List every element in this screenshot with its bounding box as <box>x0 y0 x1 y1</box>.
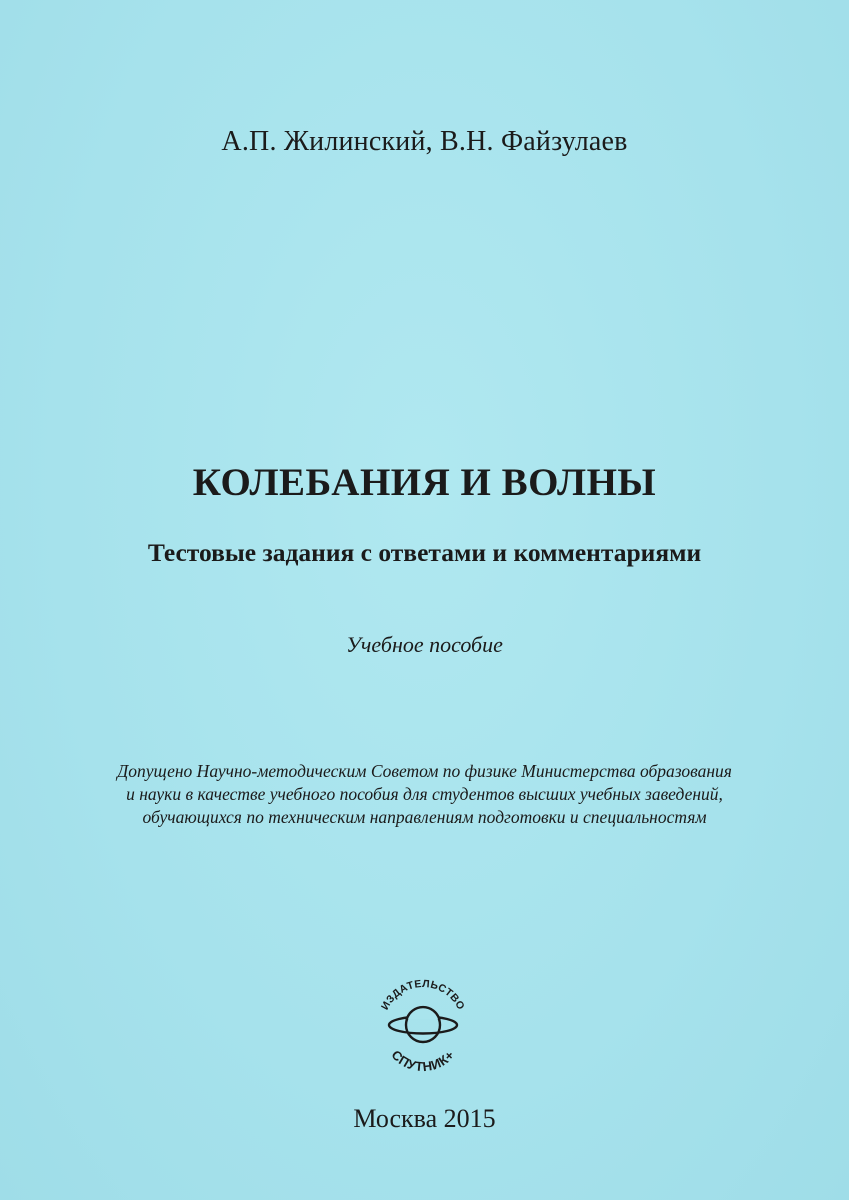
city-year: Москва 2015 <box>353 1104 496 1133</box>
book-subtitle: Тестовые задания с ответами и комментариями <box>147 538 702 567</box>
approval-statement <box>0 760 849 829</box>
document-type: Учебное пособие <box>346 632 503 657</box>
book-title: КОЛЕБАНИЯ И ВОЛНЫ <box>192 461 657 504</box>
approval-line: обучающихся по техническим направлениям подготовки и специальностям <box>142 807 707 827</box>
approval-line: и науки в качестве учебного пособия для студентов высших учебных заведений, <box>126 784 723 804</box>
approval-line: Допущено Научно-методическим Советом по физике Министерства образования <box>117 761 732 781</box>
publisher-logo <box>368 968 478 1078</box>
publisher-logo-bottom-text: СПУТНИК+ <box>388 1047 458 1075</box>
planet-ring-icon <box>389 1007 457 1042</box>
publisher-logo-top-text: ИЗДАТЕЛЬСТВО <box>379 977 467 1013</box>
authors: А.П. Жилинский, В.Н. Файзулаев <box>221 126 628 157</box>
